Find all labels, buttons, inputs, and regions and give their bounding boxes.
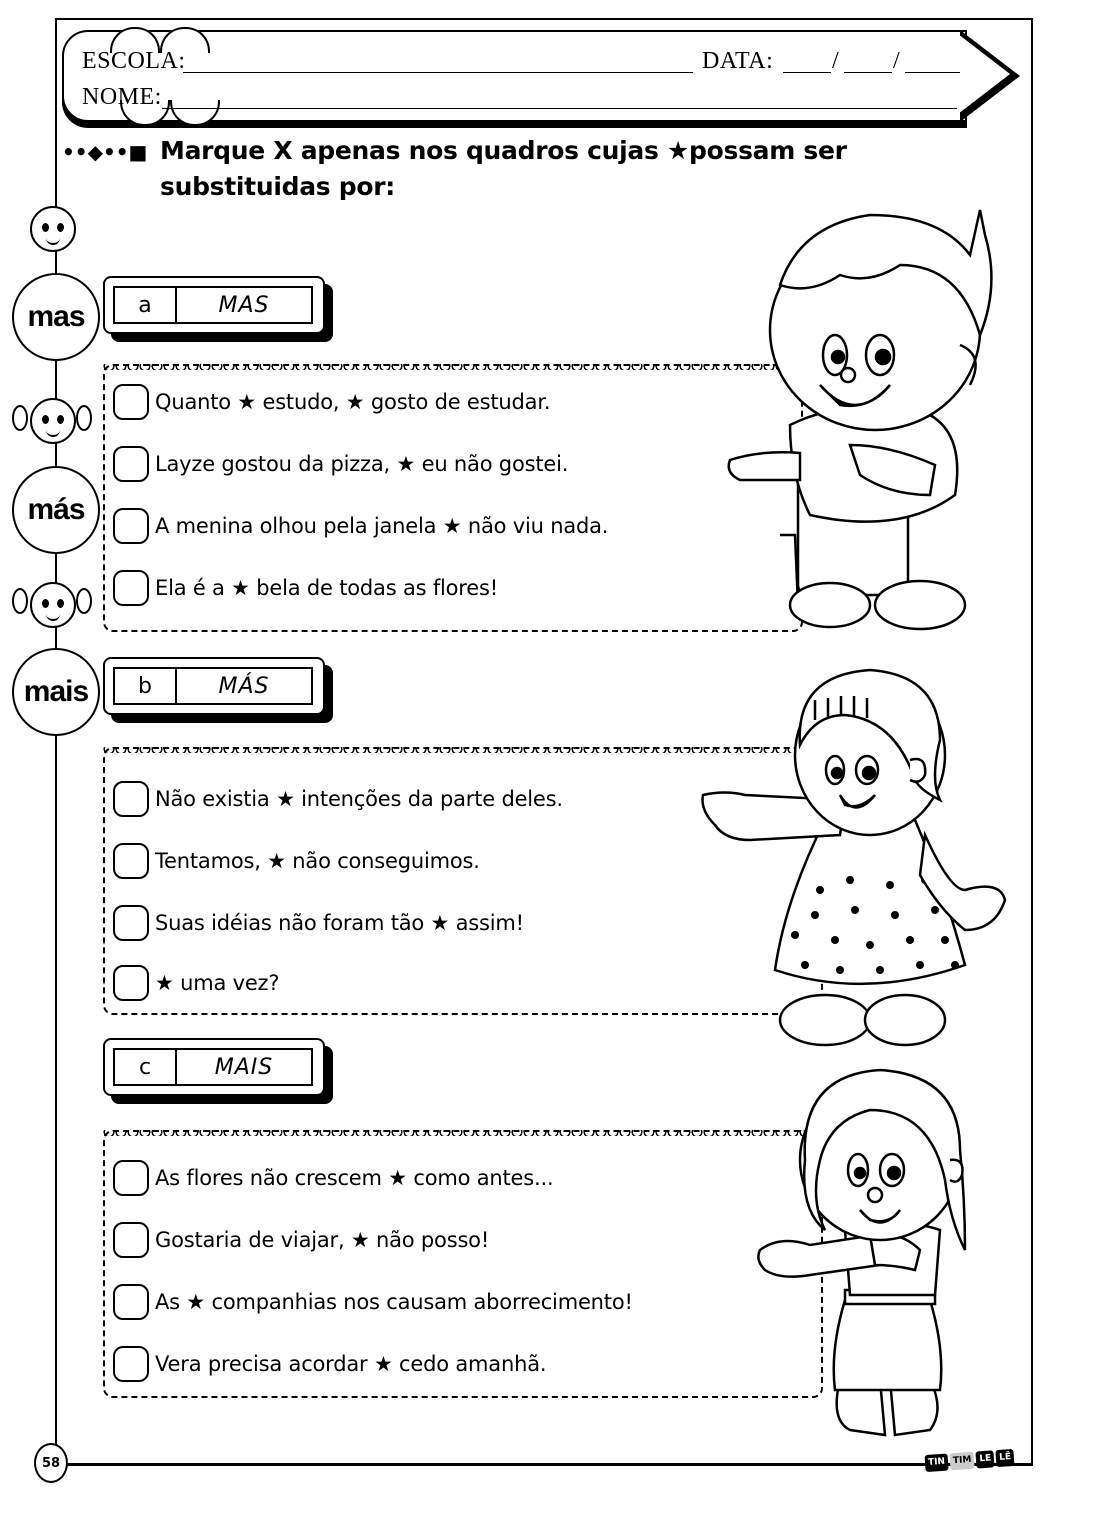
answer-checkbox[interactable] — [113, 384, 149, 420]
answer-checkbox[interactable] — [113, 905, 149, 941]
sentence-text: Gostaria de viajar, ★ não posso! — [155, 1228, 490, 1252]
date-separator: / — [893, 48, 901, 74]
list-item — [113, 903, 524, 943]
boy-illustration-icon — [720, 205, 1000, 635]
school-label: ESCOLA: — [82, 48, 186, 74]
list-item — [113, 444, 568, 484]
girl-self-pointing-illustration-icon — [750, 1050, 1010, 1440]
sentence-text: A menina olhou pela janela ★ não viu nada. — [155, 514, 609, 538]
list-item — [113, 841, 480, 881]
list-item — [113, 1282, 633, 1322]
instruction-text: Marque X apenas nos quadros cujas ★possam ser substituidas por: — [160, 136, 847, 201]
sentence-text: Suas idéias não foram tão ★ assim! — [155, 911, 524, 935]
girl-pointing-illustration-icon — [695, 660, 1015, 1060]
sentence-text: Vera precisa acordar ★ cedo amanhã. — [155, 1352, 547, 1376]
date-label: DATA: — [702, 48, 774, 74]
list-item — [113, 1344, 546, 1384]
section-word: MAS — [218, 292, 270, 318]
sentence-panel-a — [103, 364, 803, 632]
sentence-text: Não existia ★ intenções da parte deles. — [155, 787, 563, 811]
curly-kid-icon — [30, 206, 76, 252]
name-input-line[interactable] — [162, 86, 957, 109]
section-letter: a — [115, 288, 177, 322]
answer-checkbox[interactable] — [113, 570, 149, 606]
answer-checkbox[interactable] — [113, 781, 149, 817]
sentence-panel-c — [103, 1130, 823, 1398]
word-circle-mais: mais — [12, 648, 100, 736]
list-item — [113, 568, 498, 608]
list-item — [113, 1158, 553, 1198]
bullet-decoration-icon: ••◆••■ — [62, 140, 148, 164]
answer-checkbox[interactable] — [113, 965, 149, 1001]
answer-checkbox[interactable] — [113, 1222, 149, 1258]
pencil-tip-inner — [958, 34, 1010, 114]
answer-checkbox[interactable] — [113, 508, 149, 544]
sentence-text: Ela é a ★ bela de todas as flores! — [155, 576, 498, 600]
date-year-line[interactable] — [905, 50, 960, 73]
section-word: MÁS — [218, 673, 270, 699]
logo-block: LÊ — [996, 1449, 1015, 1467]
logo-block: TIN — [925, 1454, 949, 1473]
list-item — [113, 779, 563, 819]
pigtail-girl-icon — [30, 582, 76, 628]
answer-checkbox[interactable] — [113, 1160, 149, 1196]
sentence-text: Quanto ★ estudo, ★ gosto de estudar. — [155, 390, 551, 414]
answer-checkbox[interactable] — [113, 446, 149, 482]
answer-checkbox[interactable] — [113, 1284, 149, 1320]
sentence-text: ★ uma vez? — [155, 971, 280, 995]
logo-block: LE — [976, 1450, 995, 1468]
section-letter: c — [115, 1050, 177, 1084]
page-number-badge: 58 — [34, 1443, 68, 1483]
pigtail-girl-icon — [30, 398, 76, 444]
school-input-line[interactable] — [183, 50, 693, 73]
section-tag-a — [103, 276, 325, 334]
sentence-text: As ★ companhias nos causam aborrecimento! — [155, 1290, 633, 1314]
list-item — [113, 1220, 489, 1260]
sentence-text: As flores não crescem ★ como antes... — [155, 1166, 554, 1190]
section-letter: b — [115, 669, 177, 703]
date-month-line[interactable] — [844, 50, 892, 73]
word-circle-mas-accent: más — [12, 466, 100, 554]
sentence-text: Layze gostou da pizza, ★ eu não gostei. — [155, 452, 569, 476]
pigtail-icon — [12, 405, 28, 431]
list-item — [113, 382, 550, 422]
logo-block: TIM — [949, 1452, 975, 1471]
name-label: NOME: — [82, 84, 162, 110]
date-day-line[interactable] — [783, 50, 831, 73]
section-word: MAIS — [214, 1054, 274, 1080]
answer-checkbox[interactable] — [113, 1346, 149, 1382]
word-circle-mas: mas — [12, 273, 100, 361]
answer-checkbox[interactable] — [113, 843, 149, 879]
date-separator: / — [832, 48, 840, 74]
sentence-text: Tentamos, ★ não conseguimos. — [155, 849, 480, 873]
pigtail-icon — [76, 405, 92, 431]
section-tag-c — [103, 1038, 325, 1096]
pigtail-icon — [76, 588, 92, 614]
list-item — [113, 963, 279, 1003]
section-tag-b — [103, 657, 325, 715]
list-item — [113, 506, 608, 546]
pigtail-icon — [12, 588, 28, 614]
